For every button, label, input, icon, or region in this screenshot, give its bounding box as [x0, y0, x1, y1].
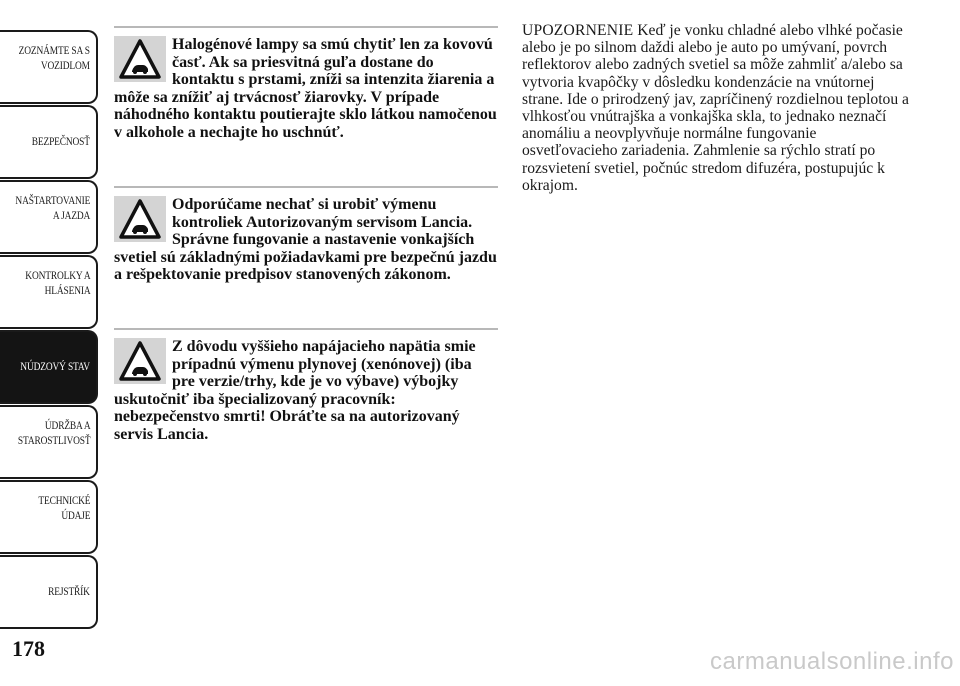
- note-paragraph: [522, 22, 912, 194]
- tab-kontrolky-a-hlasenia[interactable]: [0, 255, 98, 329]
- divider: [114, 328, 498, 330]
- warning-text: Z dôvodu vyššieho napájacieho napätia smie prípadnú výmenu plynovej (xenónovej) (iba pre verzie/trhy, kde je vo výbave) výbojky uskutočniť iba špecializovaný pracovník: nebezpečenstvo smrti! Obráťte sa na autorizovaný servis Lancia.: [114, 338, 476, 443]
- divider: [114, 186, 498, 188]
- tab-nastartovanie-a-jazda[interactable]: [0, 180, 98, 254]
- tab-zoznamte-sa-s-vozidlom[interactable]: [0, 30, 98, 104]
- tab-bezpecnost[interactable]: [0, 105, 98, 179]
- warning-text: Odporúčame nechať si urobiť výmenu kontroliek Autorizovaným servisom Lancia. Správne fungovanie a nastavenie vonkajších svetiel sú základnými požiadavkami pre bezpečnú jazdu a rešpektovanie predpisov stanovených zákonom.: [114, 196, 497, 283]
- tab-rejstrik[interactable]: [0, 555, 98, 629]
- page-number: 178: [12, 636, 45, 661]
- tab-label: NÚDZOVÝ STAV: [20, 361, 90, 373]
- warning-text: Halogénové lampy sa smú chytiť len za kovovú časť. Ak sa priesvitná guľa dostane do kontaktu s prstami, zníži sa intenzita žiarenia a môže sa znížiť aj trvácnosť žiarovky. V prípade náhodného kontaktu poutierajte sklo látkou namočenou v alkohole a nechajte ho uschnúť.: [114, 36, 497, 141]
- divider: [114, 26, 498, 28]
- tab-label: NAŠTARTOVANIE A JAZDA: [15, 195, 90, 222]
- note-heading: UPOZORNENIE: [522, 22, 634, 39]
- tab-label: KONTROLKY A HLÁSENIA: [24, 270, 90, 297]
- tab-technicke-udaje[interactable]: [0, 480, 98, 554]
- tab-udrzba-a-starostlivost[interactable]: [0, 405, 98, 479]
- watermark: carmanualsonline.info: [710, 648, 954, 675]
- note-body: Keď je vonku chladné alebo vlhké počasie alebo je po silnom daždi alebo je auto po umývaní, povrch reflektorov alebo zadných svetiel sa môže zahmliť a/alebo sa vytvoria kvapôčky v dôsledku kondenzácie na vnútornej strane. Ide o prirodzený jav, zapríčinený rozdielnou teplotou a vlhkosťou vnútrajška a vonkajška skla, to jednako neznačí anomáliu a neovplyvňuje normálne fungovanie osvetľovacieho zariadenia. Zahmlenie sa rýchlo stratí po rozsvietení svetiel, počnúc stredom difuzéra, postupujúc k okrajom.: [522, 22, 909, 194]
- tab-label: ÚDRŽBA A STAROSTLIVOSŤ: [17, 420, 90, 447]
- tab-label: TECHNICKÉ ÚDAJE: [38, 495, 90, 522]
- tab-nudzovy-stav[interactable]: [0, 330, 98, 404]
- tab-label: ZOZNÁMTE SA S VOZIDLOM: [18, 45, 90, 72]
- tab-label: REJSTŘÍK: [48, 586, 90, 598]
- tab-label: BEZPEČNOSŤ: [31, 136, 90, 148]
